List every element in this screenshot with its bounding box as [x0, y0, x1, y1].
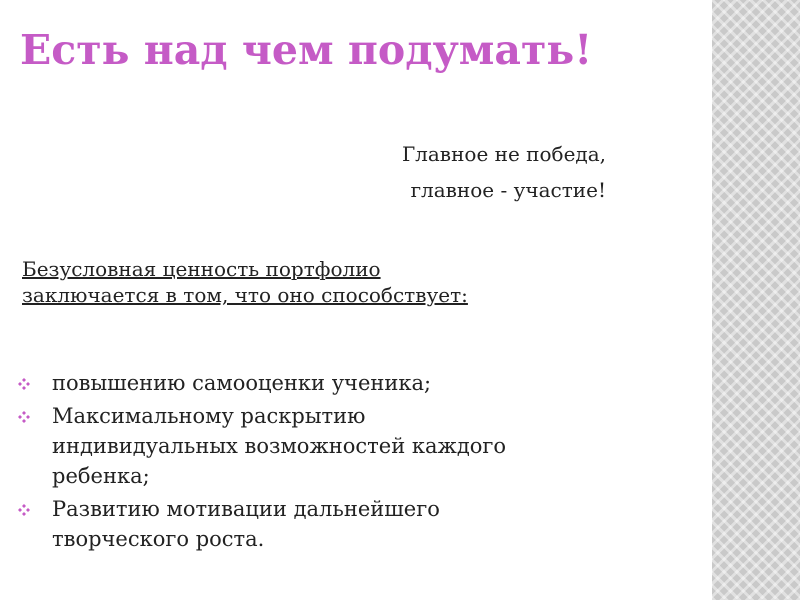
four-diamond-bullet-icon — [18, 504, 30, 516]
decorative-side-band — [712, 0, 800, 600]
bullet-line: Максимальному раскрытию — [52, 404, 366, 428]
four-diamond-bullet-icon — [18, 378, 30, 390]
bullet-line: индивидуальных возможностей каждого — [52, 434, 507, 458]
bullet-line: Развитию мотивации дальнейшего — [52, 497, 440, 521]
quote-line-1: Главное не победа, — [401, 142, 606, 166]
quote-block — [402, 136, 606, 208]
bullet-line: повышению самооценки ученика; — [52, 371, 432, 395]
intro-text — [22, 256, 682, 308]
bullet-line: ребенка; — [52, 464, 150, 488]
bullet-line: творческого роста. — [52, 527, 265, 551]
four-diamond-bullet-icon — [18, 411, 30, 423]
bullet-item-self-esteem — [18, 368, 698, 398]
slide-title: Есть над чем подумать! — [20, 26, 593, 74]
intro-line-2: заключается в том, что оно способствует: — [22, 283, 468, 307]
bullet-list — [18, 368, 698, 557]
intro-line-1: Безусловная ценность портфолио — [22, 257, 381, 281]
bullet-item-motivation — [18, 494, 698, 554]
quote-line-2: главное - участие! — [410, 178, 606, 202]
bullet-item-abilities — [18, 401, 698, 491]
